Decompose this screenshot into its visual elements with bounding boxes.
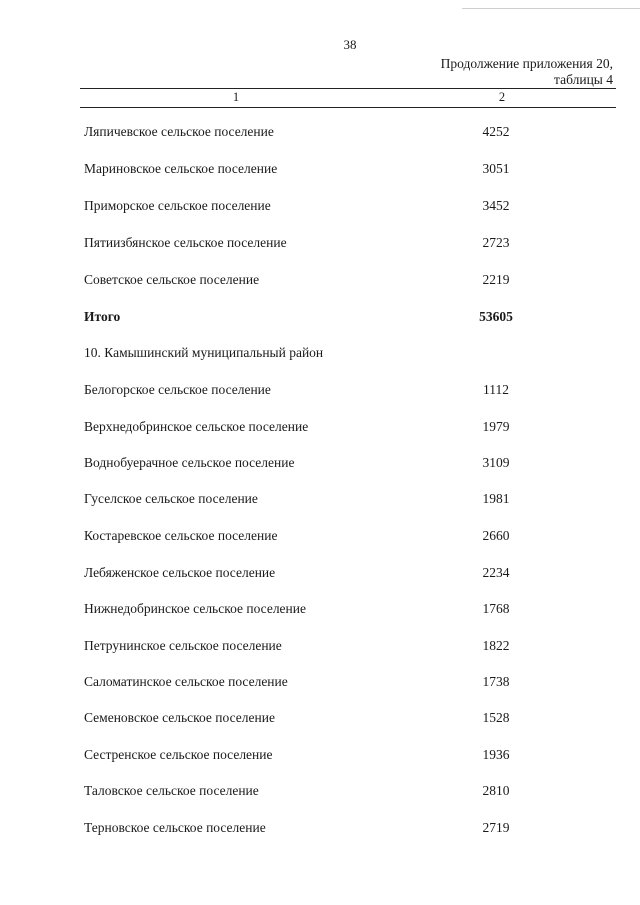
row-value: 2723 [482, 235, 510, 250]
row-name: Лебяженское сельское поселение [84, 565, 276, 580]
column-header-1: 1 [232, 90, 240, 104]
row-name: Приморское сельское поселение [84, 198, 271, 213]
column-header-2: 2 [498, 90, 506, 104]
row-value: 3452 [482, 198, 510, 213]
table-header-rule [80, 107, 616, 108]
row-value: 4252 [482, 124, 510, 139]
row-name: Мариновское сельское поселение [84, 161, 278, 176]
scan-top-edge-line [462, 0, 640, 9]
table-row [0, 783, 640, 803]
table-caption [441, 56, 613, 88]
table-top-rule [80, 88, 616, 89]
row-name: Пятиизбянское сельское поселение [84, 235, 287, 250]
row-value: 1112 [483, 382, 509, 397]
table-row [0, 124, 640, 144]
row-value: 1528 [482, 710, 510, 725]
table-row [0, 419, 640, 439]
row-value: 2219 [482, 272, 510, 287]
table-row [0, 491, 640, 511]
row-name: Терновское сельское поселение [84, 820, 266, 835]
table-row [0, 638, 640, 658]
table-row [0, 601, 640, 621]
row-name: Петрунинское сельское поселение [84, 638, 282, 653]
table-row [0, 674, 640, 694]
row-name: Костаревское сельское поселение [84, 528, 278, 543]
row-name: Ляпичевское сельское поселение [84, 124, 274, 139]
row-value: 2719 [482, 820, 510, 835]
row-value: 1738 [482, 674, 510, 689]
page-number: 38 [343, 37, 357, 52]
total-value: 53605 [479, 309, 513, 324]
caption-line-2: таблицы 4 [554, 72, 613, 87]
table-row [0, 161, 640, 181]
row-name: Нижнедобринское сельское поселение [84, 601, 306, 616]
table-row [0, 565, 640, 585]
row-name: Белогорское сельское поселение [84, 382, 271, 397]
row-value: 1981 [482, 491, 510, 506]
caption-line-1: Продолжение приложения 20, [440, 56, 613, 71]
section-heading-row [0, 345, 640, 365]
table-row [0, 272, 640, 292]
section-heading: 10. Камышинский муниципальный район [84, 345, 324, 360]
table-row [0, 198, 640, 218]
total-row [0, 309, 640, 329]
total-label: Итого [84, 309, 121, 324]
row-value: 2810 [482, 783, 510, 798]
row-name: Таловское сельское поселение [84, 783, 259, 798]
table-row [0, 455, 640, 475]
row-value: 2234 [482, 565, 510, 580]
table-row [0, 382, 640, 402]
table-row [0, 747, 640, 767]
row-name: Верхнедобринское сельское поселение [84, 419, 309, 434]
row-name: Саломатинское сельское поселение [84, 674, 288, 689]
row-value: 3051 [482, 161, 510, 176]
row-name: Семеновское сельское поселение [84, 710, 275, 725]
row-value: 1768 [482, 601, 510, 616]
row-name: Сестренское сельское поселение [84, 747, 273, 762]
table-row [0, 820, 640, 840]
row-value: 2660 [482, 528, 510, 543]
row-value: 3109 [482, 455, 510, 470]
row-name: Воднобуерачное сельское поселение [84, 455, 295, 470]
row-value: 1979 [482, 419, 510, 434]
table-row [0, 235, 640, 255]
table-row [0, 528, 640, 548]
row-value: 1936 [482, 747, 510, 762]
row-value: 1822 [482, 638, 510, 653]
row-name: Гуселское сельское поселение [84, 491, 258, 506]
row-name: Советское сельское поселение [84, 272, 260, 287]
table-row [0, 710, 640, 730]
